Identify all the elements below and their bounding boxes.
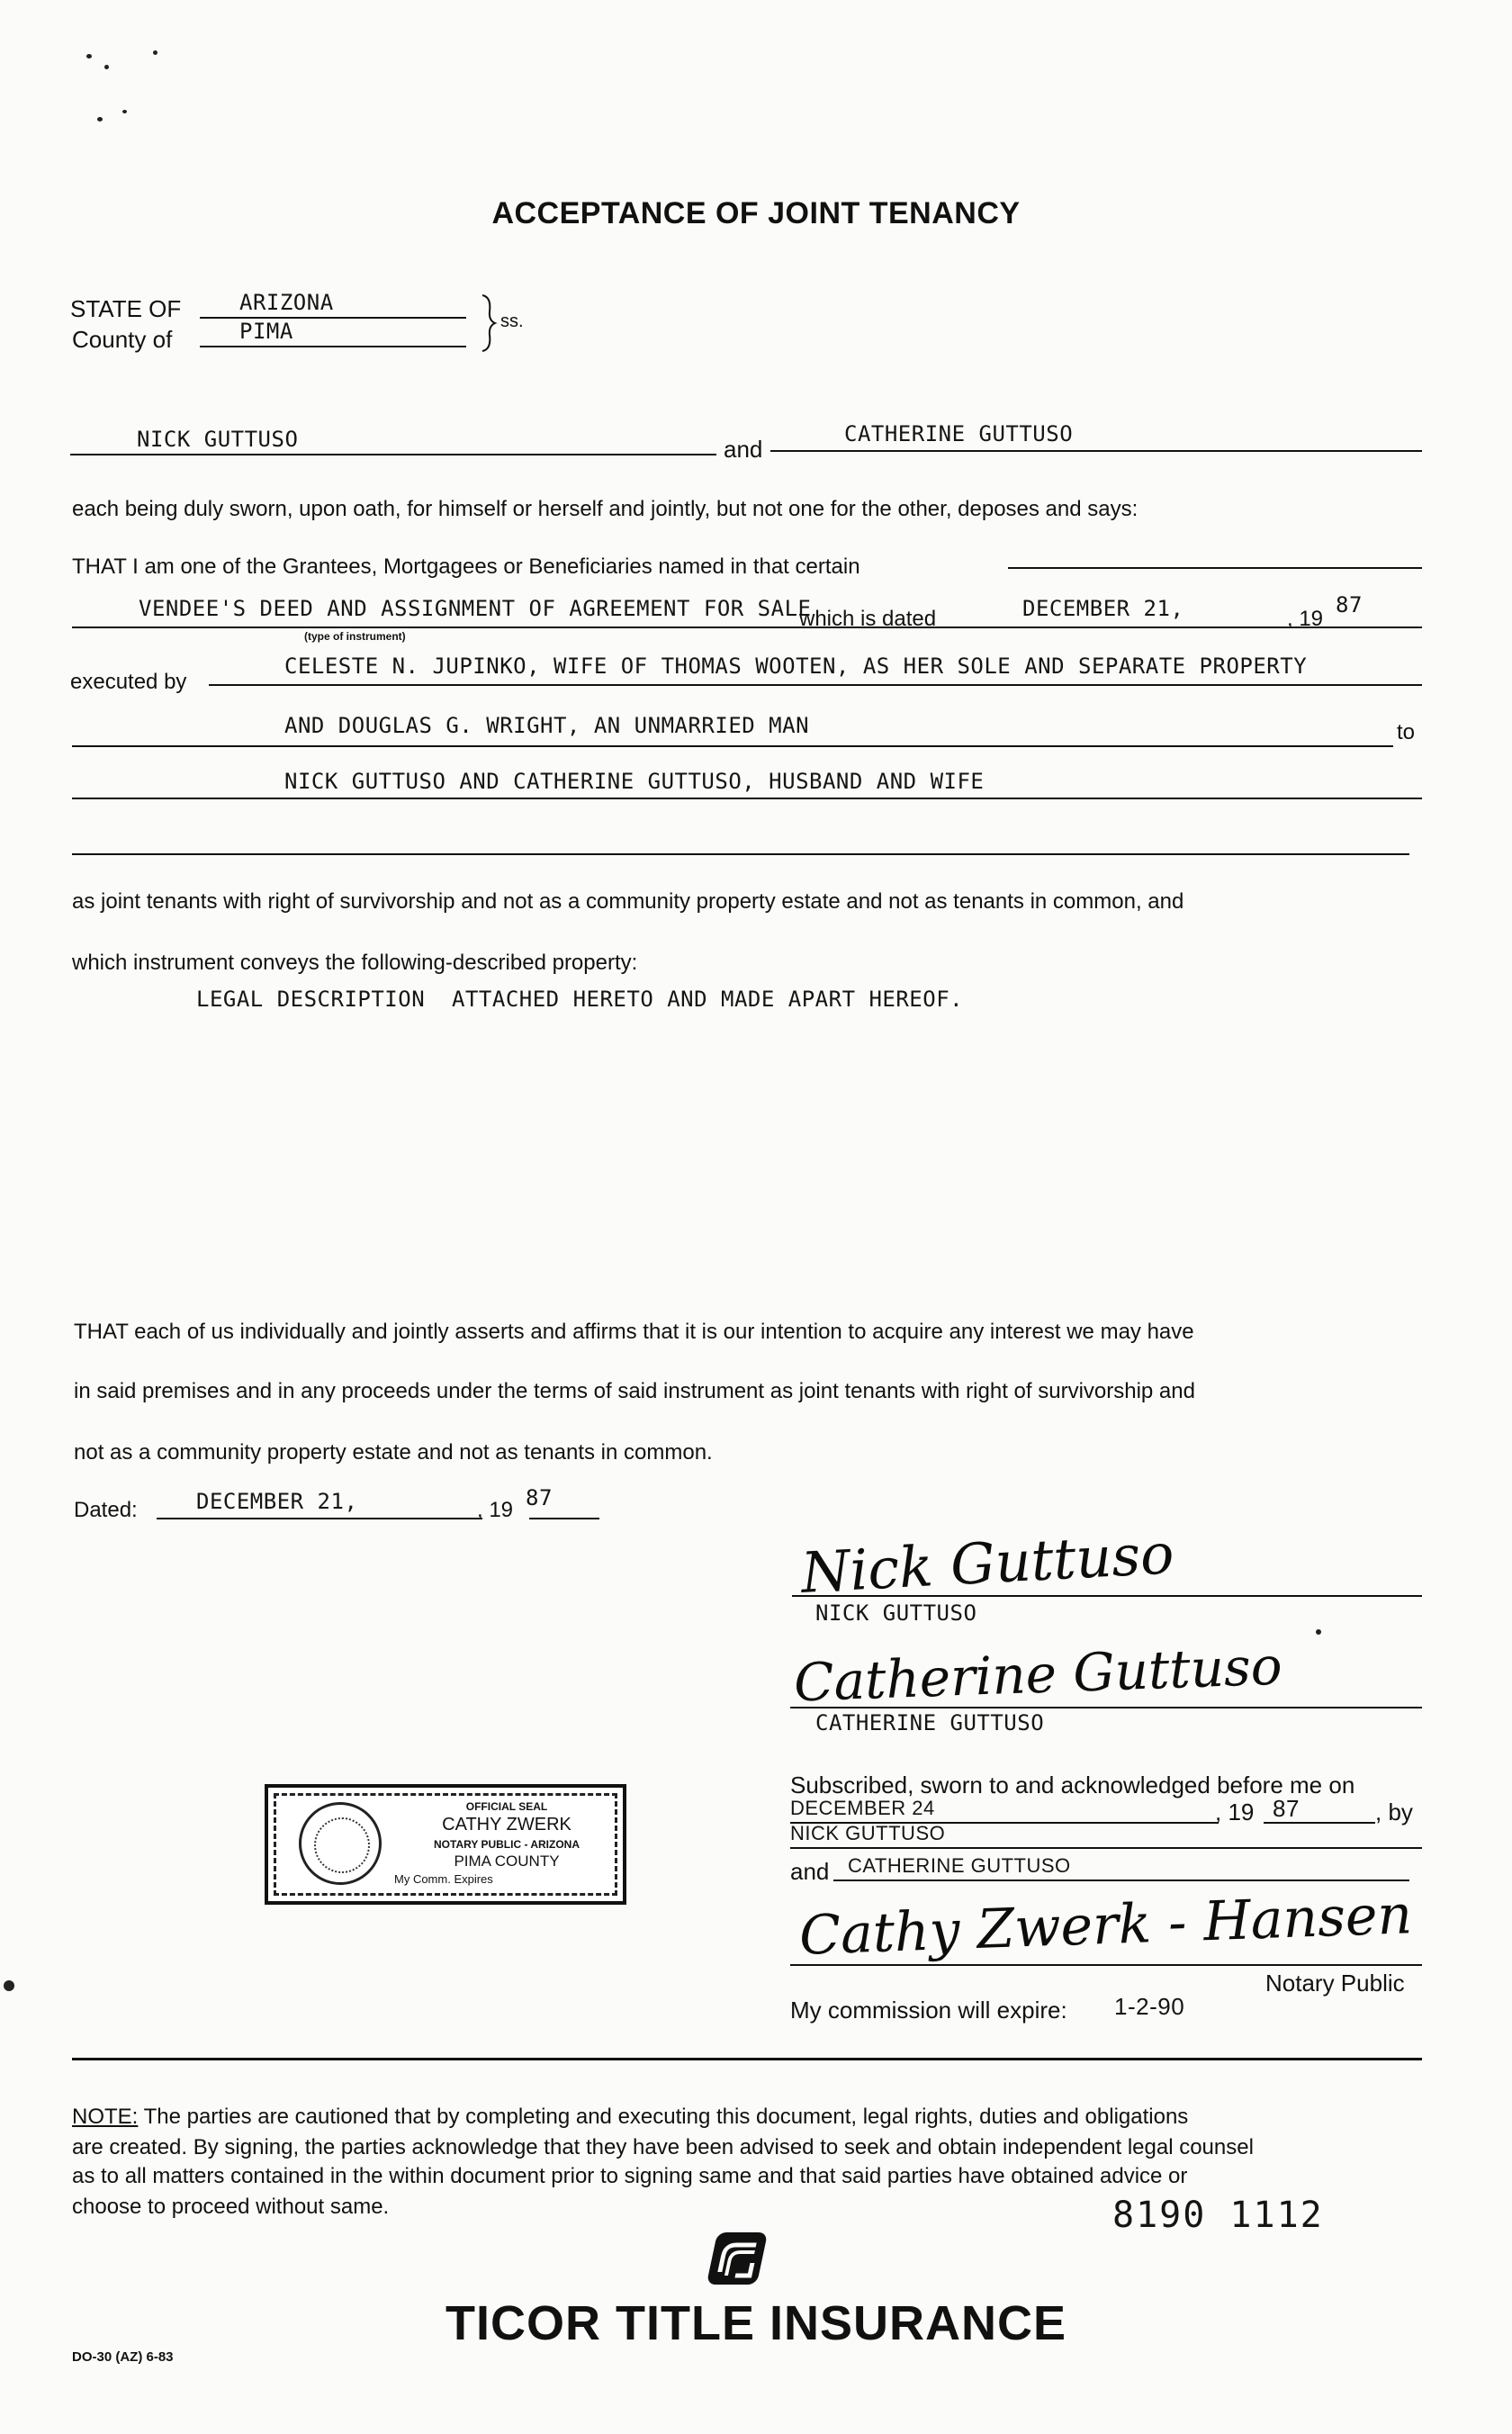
scan-speck bbox=[104, 65, 109, 69]
seal-line2: CATHY ZWERK bbox=[442, 1815, 572, 1835]
oath-text: each being duly sworn, upon oath, for himself or herself and jointly, but not one for the other, deposes and says: bbox=[72, 497, 1138, 521]
seal-line4: PIMA COUNTY bbox=[454, 1853, 560, 1870]
instrument-type: VENDEE'S DEED AND ASSIGNMENT OF AGREEMENT FOR SALE bbox=[139, 596, 812, 621]
state-label: STATE OF bbox=[70, 295, 182, 322]
ticor-logo-icon bbox=[702, 2229, 767, 2288]
seal-line1: OFFICIAL SEAL bbox=[465, 1800, 548, 1813]
party1-name: NICK GUTTUSO bbox=[137, 427, 299, 452]
commission-date: 1-2-90 bbox=[1114, 1993, 1185, 2020]
notary-year-prefix: , 19 bbox=[1215, 1798, 1255, 1826]
notary-date: DECEMBER 24 bbox=[790, 1797, 935, 1819]
affirm-line2: in said premises and in any proceeds under the terms of said instrument as joint tenants with right of survivorship and bbox=[74, 1379, 1195, 1403]
executed-line1: CELESTE N. JUPINKO, WIFE OF THOMAS WOOTEN, AS HER SOLE AND SEPARATE PROPERTY bbox=[284, 654, 1308, 679]
scan-speck bbox=[153, 50, 158, 55]
party2-name: CATHERINE GUTTUSO bbox=[844, 421, 1074, 446]
instrument-year: 87 bbox=[1336, 592, 1363, 618]
dated-date: DECEMBER 21, bbox=[196, 1489, 358, 1514]
catherine-guttuso-printed-name: CATHERINE GUTTUSO bbox=[815, 1710, 1045, 1735]
notary-by-label: , by bbox=[1375, 1798, 1413, 1826]
seal-line5: My Comm. Expires bbox=[394, 1872, 493, 1886]
which-dated-label: which is dated bbox=[799, 607, 937, 631]
affirm-line3: not as a community property estate and not as tenants in common. bbox=[74, 1440, 713, 1465]
scan-speck bbox=[122, 110, 127, 113]
dated-year: 87 bbox=[526, 1485, 553, 1510]
affirm-line1: THAT each of us individually and jointly asserts and affirms that it is our intention to acquire any interest we may have bbox=[74, 1320, 1194, 1344]
ss-label: ss. bbox=[500, 311, 524, 331]
subscribed-text: Subscribed, sworn to and acknowledged before me on bbox=[790, 1771, 1355, 1798]
note-label: NOTE: bbox=[72, 2105, 139, 2129]
notary-public-label: Notary Public bbox=[1265, 1970, 1405, 1997]
scan-speck bbox=[1316, 1629, 1321, 1635]
instrument-type-caption: (type of instrument) bbox=[304, 630, 406, 643]
nick-guttuso-printed-name: NICK GUTTUSO bbox=[815, 1600, 977, 1626]
dated-year-prefix: , 19 bbox=[477, 1498, 514, 1522]
county-value: PIMA bbox=[239, 319, 293, 344]
note-line3: as to all matters contained in the within document prior to signing same and that said parties have obtained advice or bbox=[72, 2164, 1188, 2188]
note-line4: choose to proceed without same. bbox=[72, 2195, 390, 2219]
ticor-title-insurance-brand: TICOR TITLE INSURANCE bbox=[446, 2296, 1066, 2350]
executed-line2: AND DOUGLAS G. WRIGHT, AN UNMARRIED MAN bbox=[284, 713, 810, 738]
scan-speck bbox=[86, 54, 92, 59]
notary-year: 87 bbox=[1273, 1795, 1300, 1822]
note-paragraph bbox=[72, 2105, 1188, 2130]
notary-seal-stamp bbox=[265, 1784, 626, 1905]
notary-and-label: and bbox=[790, 1858, 830, 1885]
note-line2: are created. By signing, the parties acknowledge that they have been advised to seek and obtain independent legal counsel bbox=[72, 2135, 1254, 2159]
instrument-year-prefix: , 19 bbox=[1287, 607, 1324, 631]
document-number: 8190 1112 bbox=[1112, 2195, 1324, 2236]
venue-bracket bbox=[481, 293, 499, 353]
seal-line3: NOTARY PUBLIC - ARIZONA bbox=[434, 1838, 580, 1851]
scan-speck bbox=[97, 117, 103, 122]
note-divider bbox=[72, 2058, 1422, 2060]
arizona-seal-emblem-icon bbox=[299, 1802, 382, 1885]
conveys-text: which instrument conveys the following-described property: bbox=[72, 951, 638, 975]
notary-by-name1: NICK GUTTUSO bbox=[790, 1822, 946, 1844]
executed-to-label: to bbox=[1397, 720, 1416, 744]
parties-and-label: and bbox=[724, 436, 763, 463]
instrument-date: DECEMBER 21, bbox=[1022, 596, 1184, 621]
form-code: DO-30 (AZ) 6-83 bbox=[72, 2349, 174, 2365]
that-text: THAT I am one of the Grantees, Mortgagees or Beneficiaries named in that certain bbox=[72, 554, 860, 579]
document-title: ACCEPTANCE OF JOINT TENANCY bbox=[491, 196, 1021, 230]
legal-description: LEGAL DESCRIPTION ATTACHED HERETO AND MADE APART HEREOF. bbox=[196, 987, 964, 1012]
catherine-guttuso-signature: Catherine Guttuso bbox=[792, 1635, 1283, 1714]
executed-line3: NICK GUTTUSO AND CATHERINE GUTTUSO, HUSBAND AND WIFE bbox=[284, 769, 985, 794]
nick-guttuso-signature: Nick Guttuso bbox=[799, 1520, 1176, 1606]
joint-tenancy-text: as joint tenants with right of survivorship and not as a community property estate and not as tenants in common, and bbox=[72, 889, 1184, 914]
dated-label: Dated: bbox=[74, 1498, 138, 1522]
note-line1: The parties are cautioned that by completing and executing this document, legal rights, duties and obligations bbox=[138, 2105, 1189, 2129]
notary-signature: Cathy Zwerk - Hansen bbox=[797, 1883, 1414, 1968]
notary-by-name2: CATHERINE GUTTUSO bbox=[848, 1854, 1071, 1877]
commission-label: My commission will expire: bbox=[790, 1997, 1067, 2024]
county-label: County of bbox=[72, 326, 173, 353]
state-value: ARIZONA bbox=[239, 290, 334, 315]
executed-by-label: executed by bbox=[70, 670, 187, 694]
scan-speck bbox=[4, 1980, 14, 1991]
